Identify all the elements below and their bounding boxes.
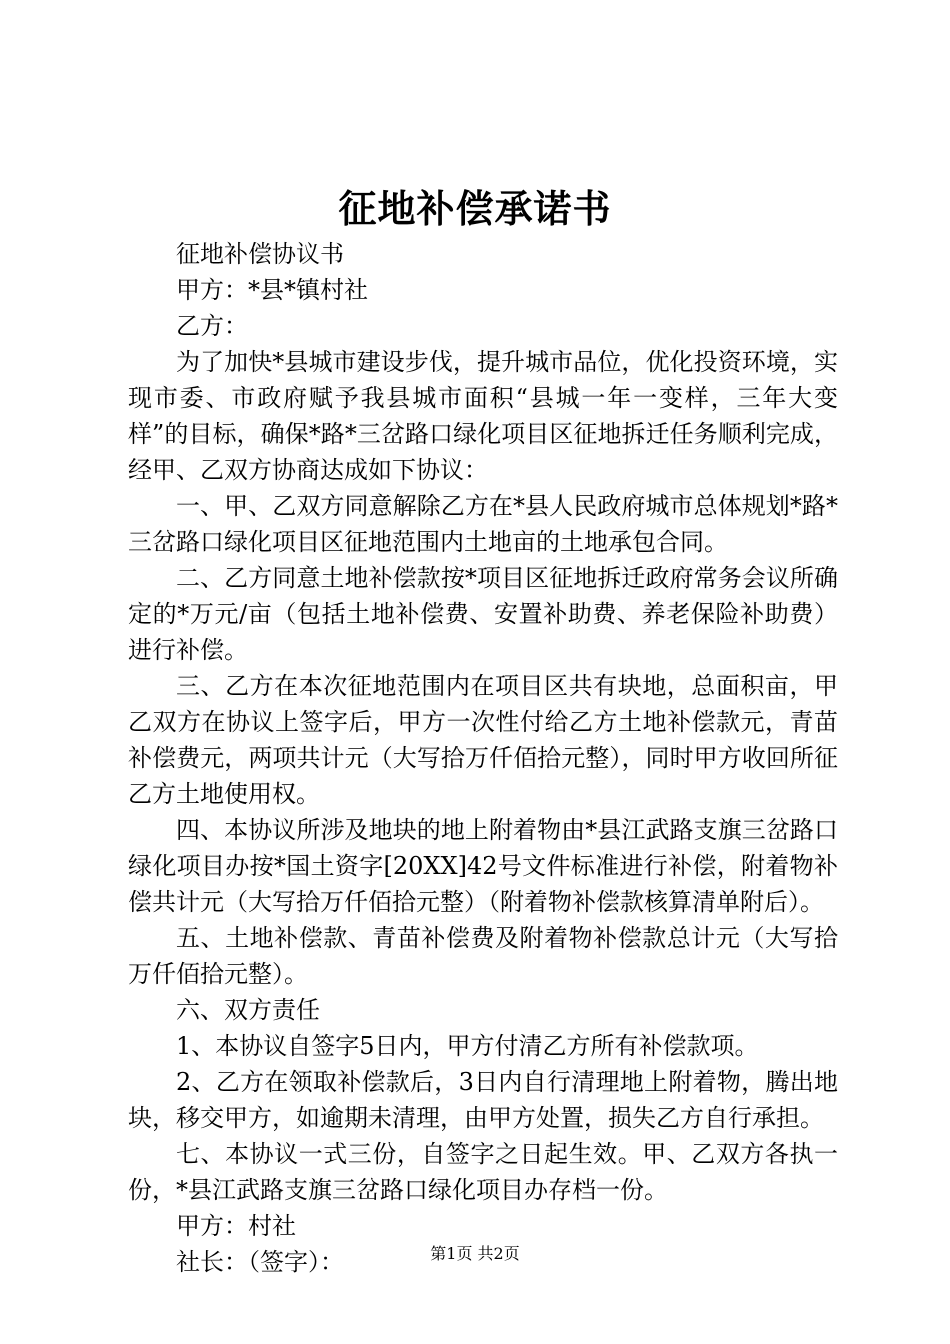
paragraph-clause-6-item-1: 1、本协议自签字5日内，甲方付清乙方所有补偿款项。 xyxy=(176,1032,759,1060)
paragraph-heading: 征地补偿协议书 xyxy=(176,240,344,268)
paragraph-clause-6: 六、双方责任 xyxy=(176,996,320,1024)
document-title: 征地补偿承诺书 xyxy=(338,186,612,231)
paragraph-preamble: 为了加快*县城市建设步伐，提升城市品位，优化投资环境，实现市委、市政府赋予我县城市面积“县城一年一变样，三年大变样”的目标，确保*路*三岔路口绿化项目区征地拆迁任务顺利完成，经甲、乙双方协商达成如下协议： xyxy=(128,348,838,484)
paragraph-clause-5: 五、土地补偿款、青苗补偿费及附着物补偿款总计元（大写拾万仟佰拾元整）。 xyxy=(128,924,838,988)
paragraph-signature-head: 社长：（签字）： xyxy=(176,1248,344,1276)
paragraph-party-b: 乙方： xyxy=(176,312,248,340)
paragraph-clause-1: 一、甲、乙双方同意解除乙方在*县人民政府城市总体规划*路*三岔路口绿化项目区征地范围内土地亩的土地承包合同。 xyxy=(128,492,838,556)
paragraph-party-a: 甲方：*县*镇村社 xyxy=(176,276,368,304)
paragraph-clause-4: 四、本协议所涉及地块的地上附着物由*县江武路支旗三岔路口绿化项目办按*国土资字[20XX]42号文件标准进行补偿，附着物补偿共计元（大写拾万仟佰拾元整）（附着物补偿款核算清单附后）。 xyxy=(128,816,838,916)
paragraph-clause-2: 二、乙方同意土地补偿款按*项目区征地拆迁政府常务会议所确定的*万元/亩（包括土地补偿费、安置补助费、养老保险补助费）进行补偿。 xyxy=(128,564,838,664)
paragraph-clause-6-item-2: 2、乙方在领取补偿款后，3日内自行清理地上附着物，腾出地块，移交甲方，如逾期未清理，由甲方处置，损失乙方自行承担。 xyxy=(128,1068,838,1132)
document-body xyxy=(128,236,838,1280)
paragraph-clause-3: 三、乙方在本次征地范围内在项目区共有块地，总面积亩，甲乙双方在协议上签字后，甲方一次性付给乙方土地补偿款元，青苗补偿费元，两项共计元（大写拾万仟佰拾元整），同时甲方收回所征乙方土地使用权。 xyxy=(128,672,838,808)
page-number: 第1页 共2页 xyxy=(430,1244,520,1263)
paragraph-signature-party-a: 甲方：村社 xyxy=(176,1212,296,1240)
paragraph-clause-7: 七、本协议一式三份，自签字之日起生效。甲、乙双方各执一份，*县江武路支旗三岔路口绿化项目办存档一份。 xyxy=(128,1140,838,1204)
